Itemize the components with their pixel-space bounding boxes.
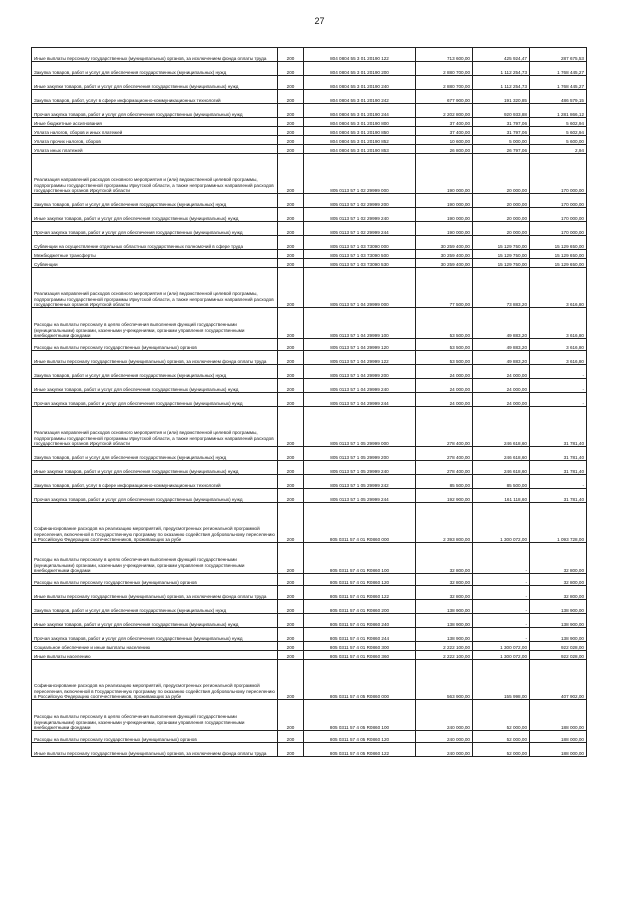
row-amount-remaining: 31 781,40 [530,447,587,461]
table-row [32,379,587,393]
row-amount-remaining: 188 000,00 [530,700,587,731]
row-amount-approved: 24 000,00 [416,393,473,407]
row-classification-code: 805 0311 57 4 05 R0860 000 [304,660,416,700]
row-classification-code: 804 0804 55 3 01 20190 200 [304,62,416,76]
row-classification-code: 805 0113 57 1 05 29999 242 [304,475,416,489]
row-classification-code: 804 0804 55 3 01 20190 850 [304,127,416,136]
row-amount-remaining: 3 616,80 [530,339,587,351]
row-code: 200 [278,574,304,586]
row-classification-code: 805 0311 57 4 05 R0860 120 [304,731,416,743]
row-amount-executed: - [473,600,530,614]
row-amount-executed: 31 797,06 [473,127,530,136]
table-row [32,642,587,651]
table-row [32,339,587,351]
row-amount-approved: 30 259 400,00 [416,236,473,250]
row-amount-remaining: 5 602,94 [530,127,587,136]
table-row [32,308,587,339]
row-amount-approved: 30 259 400,00 [416,250,473,259]
row-classification-code: 805 0113 57 1 04 29999 000 [304,268,416,308]
row-code: 200 [278,208,304,222]
table-row [32,222,587,236]
row-amount-remaining: 1 768 445,27 [530,62,587,76]
row-amount-remaining: 32 800,00 [530,586,587,600]
row-amount-approved: 32 800,00 [416,586,473,600]
row-amount-executed: 24 000,00 [473,379,530,393]
row-description: Иные закупки товаров, работ и услуг для обеспечения государственных (муниципальных) нужд [32,614,278,628]
table-row [32,208,587,222]
row-classification-code: 805 0113 57 1 04 29999 244 [304,393,416,407]
row-amount-remaining: 2,94 [530,145,587,154]
row-amount-remaining: 1 281 866,12 [530,104,587,118]
row-description: Прочая закупка товаров, работ и услуг для обеспечения государственных (муниципальных) нужд [32,489,278,503]
row-amount-remaining: - [530,379,587,393]
row-amount-executed: - [473,628,530,642]
row-amount-executed: 20 000,00 [473,194,530,208]
row-amount-approved: 278 400,00 [416,447,473,461]
row-classification-code: 805 0113 57 1 04 29999 120 [304,339,416,351]
row-amount-remaining: 3 616,80 [530,308,587,339]
row-amount-remaining: 138 900,00 [530,614,587,628]
row-amount-executed: - [473,586,530,600]
row-code: 200 [278,642,304,651]
table-row [32,268,587,308]
row-description: Иные выплаты персоналу государственных (муниципальных) органов, за исключением фонда оплаты труда [32,351,278,365]
table-row [32,628,587,642]
row-amount-executed: 26 797,06 [473,145,530,154]
row-classification-code: 805 0113 57 1 05 29999 240 [304,461,416,475]
row-amount-approved: 240 000,00 [416,700,473,731]
row-amount-approved: 24 000,00 [416,365,473,379]
table-row [32,259,587,268]
row-amount-approved: 53 500,00 [416,351,473,365]
row-classification-code: 805 0113 57 1 02 29999 244 [304,222,416,236]
row-amount-approved: 713 600,00 [416,48,473,62]
row-classification-code: 805 0311 57 4 01 R0860 000 [304,503,416,543]
row-classification-code: 804 0804 55 3 01 20190 122 [304,48,416,62]
row-description: Закупка товаров, работ, услуг в сфере информационно-коммуникационных технологий [32,475,278,489]
row-description: Расходы на выплаты персоналу в целях обеспечения выполнения функций государственными (муниципальными) органами, казенными учреждениями, органами управления государственными внебюджетными фондами [32,543,278,574]
table-row [32,250,587,259]
row-amount-executed: 161 118,60 [473,489,530,503]
row-classification-code: 805 0113 57 1 02 29999 000 [304,154,416,194]
table-row [32,236,587,250]
row-code: 200 [278,700,304,731]
table-row [32,614,587,628]
row-description: Социальное обеспечение и иные выплаты населению [32,642,278,651]
row-amount-approved: 138 900,00 [416,600,473,614]
row-description: Субвенции [32,259,278,268]
row-description: Расходы на выплаты персоналу в целях обеспечения выполнения функций государственными (муниципальными) органами, казенными учреждениями, органами управления государственными внебюджетными фондами [32,308,278,339]
row-classification-code: 805 0113 57 1 04 29999 100 [304,308,416,339]
row-code: 200 [278,489,304,503]
row-amount-executed: 85 500,00 [473,475,530,489]
row-amount-approved: 32 800,00 [416,574,473,586]
row-amount-remaining: 188 000,00 [530,731,587,743]
row-amount-remaining: 407 902,00 [530,660,587,700]
row-amount-approved: 37 400,00 [416,118,473,127]
row-description: Прочая закупка товаров, работ и услуг для обеспечения государственных (муниципальных) нужд [32,393,278,407]
row-amount-executed: 920 933,88 [473,104,530,118]
table-row [32,76,587,90]
row-amount-executed: 52 000,00 [473,700,530,731]
row-code: 200 [278,136,304,145]
row-amount-executed: 24 000,00 [473,393,530,407]
table-row [32,145,587,154]
row-classification-code: 805 0113 57 1 03 73090 500 [304,250,416,259]
row-amount-remaining: 5 602,94 [530,118,587,127]
row-description: Прочая закупка товаров, работ и услуг для обеспечения государственных (муниципальных) нужд [32,104,278,118]
row-classification-code: 805 0113 57 1 03 73090 530 [304,259,416,268]
row-classification-code: 805 0311 57 4 01 R0860 300 [304,642,416,651]
row-classification-code: 805 0311 57 4 01 R0860 120 [304,574,416,586]
row-amount-remaining: 188 000,00 [530,743,587,757]
row-amount-approved: 190 000,00 [416,154,473,194]
row-code: 200 [278,308,304,339]
row-amount-executed: 1 300 072,00 [473,503,530,543]
row-code: 200 [278,628,304,642]
row-amount-remaining: 170 000,00 [530,194,587,208]
table-row [32,489,587,503]
row-description: Уплата налогов, сборов и иных платежей [32,127,278,136]
row-amount-approved: 240 000,00 [416,743,473,757]
row-description: Прочая закупка товаров, работ и услуг для обеспечения государственных (муниципальных) нужд [32,222,278,236]
row-amount-executed: 52 000,00 [473,743,530,757]
row-description: Иные выплаты персоналу государственных (муниципальных) органов, за исключением фонда оплаты труда [32,586,278,600]
budget-table-body [32,48,587,757]
row-amount-executed: 246 618,60 [473,461,530,475]
row-code: 200 [278,194,304,208]
row-amount-approved: 563 900,00 [416,660,473,700]
table-row [32,651,587,660]
row-classification-code: 805 0311 57 4 01 R0860 200 [304,600,416,614]
row-classification-code: 805 0311 57 4 05 R0860 122 [304,743,416,757]
row-amount-remaining: 15 129 650,00 [530,250,587,259]
row-description: Софинансирование расходов на реализацию мероприятий, предусмотренных региональной программой переселения, включенной в Государственную программу по оказанию содействия добровольному переселению в Российскую Федерацию соотечественников, проживающих за рубе [32,503,278,543]
table-row [32,700,587,731]
row-amount-executed: 5 000,00 [473,136,530,145]
row-description: Закупка товаров, работ и услуг для обеспечения государственных (муниципальных) нужд [32,194,278,208]
row-amount-executed: 15 129 750,00 [473,259,530,268]
row-amount-executed: 15 129 750,00 [473,250,530,259]
row-classification-code: 804 0804 55 3 01 20190 240 [304,76,416,90]
table-row [32,447,587,461]
row-amount-approved: 2 202 800,00 [416,104,473,118]
row-amount-remaining: 3 616,80 [530,268,587,308]
table-row [32,475,587,489]
row-classification-code: 805 0311 57 4 01 R0860 244 [304,628,416,642]
row-description: Иные выплаты персоналу государственных (муниципальных) органов, за исключением фонда оплаты труда [32,48,278,62]
row-description: Уплата иных платежей [32,145,278,154]
budget-table [31,47,587,757]
row-classification-code: 804 0804 55 3 01 20190 800 [304,118,416,127]
row-amount-approved: 32 800,00 [416,543,473,574]
row-amount-remaining: 32 800,00 [530,574,587,586]
row-amount-executed: - [473,614,530,628]
row-code: 200 [278,614,304,628]
table-row [32,62,587,76]
row-amount-approved: 2 222 100,00 [416,642,473,651]
row-amount-approved: 53 500,00 [416,339,473,351]
row-amount-executed: 246 618,60 [473,447,530,461]
row-code: 200 [278,62,304,76]
row-amount-executed: 191 320,85 [473,90,530,104]
table-row [32,743,587,757]
row-description: Закупка товаров, работ, услуг в сфере информационно-коммуникационных технологий [32,90,278,104]
row-amount-executed: - [473,543,530,574]
row-amount-executed: 20 000,00 [473,154,530,194]
row-amount-approved: 138 900,00 [416,614,473,628]
row-classification-code: 805 0113 57 1 04 29999 240 [304,379,416,393]
row-amount-approved: 190 000,00 [416,194,473,208]
table-row [32,104,587,118]
table-row [32,543,587,574]
table-row [32,118,587,127]
row-amount-executed: 49 883,20 [473,339,530,351]
row-amount-approved: 278 400,00 [416,461,473,475]
row-amount-remaining: 5 600,00 [530,136,587,145]
table-row [32,48,587,62]
row-amount-executed: 73 883,20 [473,268,530,308]
row-amount-executed: 1 300 072,00 [473,651,530,660]
row-code: 200 [278,407,304,447]
row-amount-remaining: 1 768 445,27 [530,76,587,90]
row-amount-approved: 30 259 400,00 [416,259,473,268]
row-amount-remaining: 922 028,00 [530,642,587,651]
row-description: Межбюджетные трансферты [32,250,278,259]
row-amount-approved: 138 900,00 [416,628,473,642]
row-amount-remaining: 486 579,15 [530,90,587,104]
row-amount-approved: 190 000,00 [416,222,473,236]
table-row [32,574,587,586]
row-amount-remaining: 1 093 728,00 [530,503,587,543]
row-classification-code: 805 0311 57 4 01 R0860 100 [304,543,416,574]
row-amount-approved: 2 393 800,00 [416,503,473,543]
row-amount-remaining: - [530,365,587,379]
row-description: Закупка товаров, работ и услуг для обеспечения государственных (муниципальных) нужд [32,600,278,614]
row-code: 200 [278,447,304,461]
row-code: 200 [278,379,304,393]
row-amount-executed: 20 000,00 [473,208,530,222]
row-amount-remaining: 31 781,40 [530,407,587,447]
table-row [32,393,587,407]
row-amount-executed: 20 000,00 [473,222,530,236]
row-amount-remaining: 287 675,53 [530,48,587,62]
row-amount-executed: 1 112 254,73 [473,76,530,90]
row-description: Закупка товаров, работ и услуг для обеспечения государственных (муниципальных) нужд [32,447,278,461]
row-amount-approved: 53 500,00 [416,308,473,339]
row-description: Иные закупки товаров, работ и услуг для обеспечения государственных (муниципальных) нужд [32,76,278,90]
row-code: 200 [278,236,304,250]
row-amount-approved: 77 500,00 [416,268,473,308]
row-code: 200 [278,154,304,194]
row-description: Иные выплаты населению [32,651,278,660]
row-description: Реализация направлений расходов основного мероприятия и (или) ведомственной целевой программы, подпрограммы государственной программы Иркутской области, а также непрограммных направлений расходов государственных органов Иркутской области [32,268,278,308]
row-amount-executed: 425 924,47 [473,48,530,62]
row-description: Закупка товаров, работ и услуг для обеспечения государственных (муниципальных) нужд [32,365,278,379]
row-description: Расходы на выплаты персоналу государственных (муниципальных) органов [32,339,278,351]
row-code: 200 [278,651,304,660]
row-description: Иные бюджетные ассигнования [32,118,278,127]
row-amount-approved: 190 000,00 [416,208,473,222]
row-classification-code: 805 0311 57 4 01 R0860 240 [304,614,416,628]
row-amount-executed: 31 797,06 [473,118,530,127]
table-row [32,154,587,194]
row-description: Прочая закупка товаров, работ и услуг для обеспечения государственных (муниципальных) нужд [32,628,278,642]
table-row [32,461,587,475]
row-amount-remaining: 922 028,00 [530,651,587,660]
row-amount-executed: 1 112 254,73 [473,62,530,76]
row-description: Расходы на выплаты персоналу государственных (муниципальных) органов [32,731,278,743]
row-amount-remaining: 138 900,00 [530,600,587,614]
row-code: 200 [278,250,304,259]
table-row [32,407,587,447]
row-description: Иные закупки товаров, работ и услуг для обеспечения государственных (муниципальных) нужд [32,379,278,393]
row-classification-code: 805 0113 57 1 03 73090 000 [304,236,416,250]
row-description: Реализация направлений расходов основного мероприятия и (или) ведомственной целевой программы, подпрограммы государственной программы Иркутской области, а также непрограммных направлений расходов государственных органов Иркутской области [32,154,278,194]
row-amount-executed: 15 129 750,00 [473,236,530,250]
row-amount-remaining: 31 781,40 [530,489,587,503]
row-classification-code: 805 0113 57 1 05 29999 000 [304,407,416,447]
row-amount-remaining: 170 000,00 [530,208,587,222]
table-row [32,365,587,379]
row-classification-code: 805 0113 57 1 04 29999 200 [304,365,416,379]
row-amount-remaining: 138 900,00 [530,628,587,642]
row-amount-remaining: 170 000,00 [530,222,587,236]
row-code: 200 [278,461,304,475]
table-row [32,90,587,104]
row-classification-code: 805 0113 57 1 05 29999 200 [304,447,416,461]
table-row [32,600,587,614]
row-amount-executed: 155 998,00 [473,660,530,700]
row-amount-approved: 278 400,00 [416,407,473,447]
row-code: 200 [278,268,304,308]
row-description: Софинансирование расходов на реализацию мероприятий, предусмотренных региональной программой переселения, включенной в Государственную программу по оказанию содействия добровольному переселению в Российскую Федерацию соотечественников, проживающих за рубе [32,660,278,700]
row-code: 200 [278,127,304,136]
table-row [32,731,587,743]
row-code: 200 [278,259,304,268]
row-amount-approved: 240 000,00 [416,731,473,743]
row-code: 200 [278,118,304,127]
row-code: 200 [278,222,304,236]
row-amount-approved: 2 222 100,00 [416,651,473,660]
row-code: 200 [278,351,304,365]
row-amount-remaining: - [530,393,587,407]
row-classification-code: 805 0113 57 1 05 29999 244 [304,489,416,503]
row-classification-code: 804 0804 55 3 01 20190 244 [304,104,416,118]
row-code: 200 [278,586,304,600]
row-description: Расходы на выплаты персоналу государственных (муниципальных) органов [32,574,278,586]
row-amount-executed: 49 883,20 [473,308,530,339]
row-amount-executed: 24 000,00 [473,365,530,379]
row-classification-code: 805 0311 57 4 01 R0860 360 [304,651,416,660]
row-code: 200 [278,104,304,118]
row-classification-code: 805 0113 57 1 04 29999 122 [304,351,416,365]
table-row [32,351,587,365]
row-amount-approved: 677 900,00 [416,90,473,104]
table-row [32,503,587,543]
table-row [32,660,587,700]
table-row [32,136,587,145]
row-description: Уплата прочих налогов, сборов [32,136,278,145]
row-amount-remaining: 32 800,00 [530,543,587,574]
row-description: Закупка товаров, работ и услуг для обеспечения государственных (муниципальных) нужд [32,62,278,76]
row-classification-code: 804 0804 55 3 01 20190 242 [304,90,416,104]
row-amount-remaining: 3 616,80 [530,351,587,365]
row-code: 200 [278,145,304,154]
row-amount-executed: 1 300 072,00 [473,642,530,651]
row-code: 200 [278,365,304,379]
row-amount-executed: 246 618,60 [473,407,530,447]
row-description: Расходы на выплаты персоналу в целях обеспечения выполнения функций государственными (муниципальными) органами, казенными учреждениями, органами управления государственными внебюджетными фондами [32,700,278,731]
row-code: 200 [278,600,304,614]
table-row [32,127,587,136]
row-code: 200 [278,660,304,700]
row-code: 200 [278,48,304,62]
row-amount-remaining: 15 129 650,00 [530,259,587,268]
row-amount-remaining: 170 000,00 [530,154,587,194]
row-code: 200 [278,503,304,543]
row-amount-executed: 49 883,20 [473,351,530,365]
row-code: 200 [278,393,304,407]
row-code: 200 [278,543,304,574]
row-amount-remaining: 31 781,40 [530,461,587,475]
row-amount-approved: 2 880 700,00 [416,62,473,76]
row-amount-executed: - [473,574,530,586]
row-amount-approved: 2 880 700,00 [416,76,473,90]
row-classification-code: 805 0311 57 4 01 R0860 122 [304,586,416,600]
row-description: Иные закупки товаров, работ и услуг для обеспечения государственных (муниципальных) нужд [32,208,278,222]
row-description: Реализация направлений расходов основного мероприятия и (или) ведомственной целевой программы, подпрограммы государственной программы Иркутской области, а также непрограммных направлений расходов государственных органов Иркутской области [32,407,278,447]
row-description: Иные закупки товаров, работ и услуг для обеспечения государственных (муниципальных) нужд [32,461,278,475]
page-number: 27 [314,16,325,26]
row-code: 200 [278,731,304,743]
row-amount-remaining: 15 129 650,00 [530,236,587,250]
row-description: Иные выплаты персоналу государственных (муниципальных) органов, за исключением фонда оплаты труда [32,743,278,757]
row-amount-approved: 85 500,00 [416,475,473,489]
row-code: 200 [278,475,304,489]
row-classification-code: 804 0804 55 3 01 20190 852 [304,136,416,145]
row-classification-code: 805 0113 57 1 02 29999 200 [304,194,416,208]
row-amount-approved: 37 400,00 [416,127,473,136]
row-amount-approved: 192 900,00 [416,489,473,503]
row-classification-code: 805 0113 57 1 02 29999 240 [304,208,416,222]
row-amount-approved: 10 600,00 [416,136,473,145]
row-code: 200 [278,339,304,351]
row-classification-code: 805 0311 57 4 05 R0860 100 [304,700,416,731]
row-description: Субвенции на осуществление отдельных областных государственных полномочий в сфере труда [32,236,278,250]
row-amount-remaining: - [530,475,587,489]
row-amount-approved: 26 800,00 [416,145,473,154]
row-amount-executed: 52 000,00 [473,731,530,743]
row-code: 200 [278,743,304,757]
row-code: 200 [278,90,304,104]
table-row [32,586,587,600]
row-amount-approved: 24 000,00 [416,379,473,393]
row-code: 200 [278,76,304,90]
table-row [32,194,587,208]
row-classification-code: 804 0804 55 3 01 20190 853 [304,145,416,154]
